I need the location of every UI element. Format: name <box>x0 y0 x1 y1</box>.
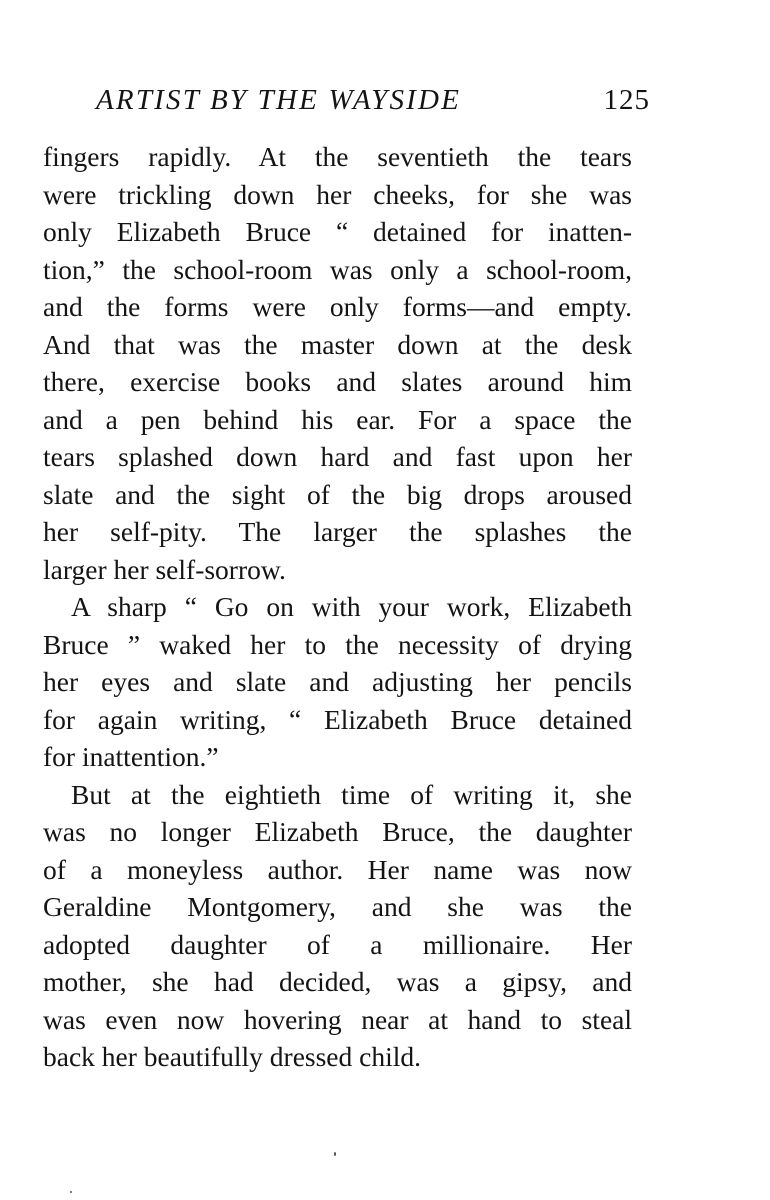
text-line: were trickling down her cheeks, for she was <box>43 178 632 210</box>
text-line: and a pen behind his ear. For a space the <box>43 403 632 435</box>
text-line: Bruce ” waked her to the necessity of drying <box>43 628 632 660</box>
paragraph <box>43 138 632 588</box>
text-line: A sharp “ Go on with your work, Elizabeth <box>71 591 632 622</box>
running-title: ARTIST BY THE WAYSIDE <box>96 84 462 116</box>
text-line: was even now hovering near at hand to steal <box>43 1003 632 1035</box>
print-speck <box>334 1152 336 1156</box>
text-line: only Elizabeth Bruce “ detained for inatten- <box>43 216 632 247</box>
text-line: there, exercise books and slates around him <box>43 366 632 397</box>
text-line: fingers rapidly. At the seventieth the tears <box>43 141 632 172</box>
text-line: Geraldine Montgomery, and she was the <box>43 891 632 922</box>
text-line: slate and the sight of the big drops aroused <box>43 478 632 510</box>
text-line: for again writing, “ Elizabeth Bruce detained <box>43 703 632 735</box>
text-line: But at the eightieth time of writing it, she <box>71 778 632 810</box>
print-speck <box>70 1191 72 1193</box>
page-number: 125 <box>603 84 650 116</box>
text-line: her eyes and slate and adjusting her pencils <box>43 666 632 697</box>
text-line: larger her self-sorrow. <box>43 553 286 585</box>
body-text <box>43 138 632 1076</box>
paragraph <box>43 588 632 776</box>
text-line: tears splashed down hard and fast upon her <box>43 441 632 472</box>
text-line: for inattention.” <box>43 741 219 772</box>
text-line: tion,” the school-room was only a school-room, <box>43 253 632 285</box>
text-line: adopted daughter of a millionaire. Her <box>43 928 632 960</box>
text-line: her self-pity. The larger the splashes the <box>43 516 632 547</box>
text-line: And that was the master down at the desk <box>43 328 632 360</box>
text-line: was no longer Elizabeth Bruce, the daughter <box>43 816 632 847</box>
text-line: mother, she had decided, was a gipsy, and <box>43 966 632 997</box>
text-line: and the forms were only forms—and empty. <box>43 291 632 322</box>
paragraph <box>43 776 632 1076</box>
text-line: of a moneyless author. Her name was now <box>43 853 632 885</box>
text-line: back her beautifully dressed child. <box>43 1041 421 1072</box>
running-head <box>96 80 650 120</box>
